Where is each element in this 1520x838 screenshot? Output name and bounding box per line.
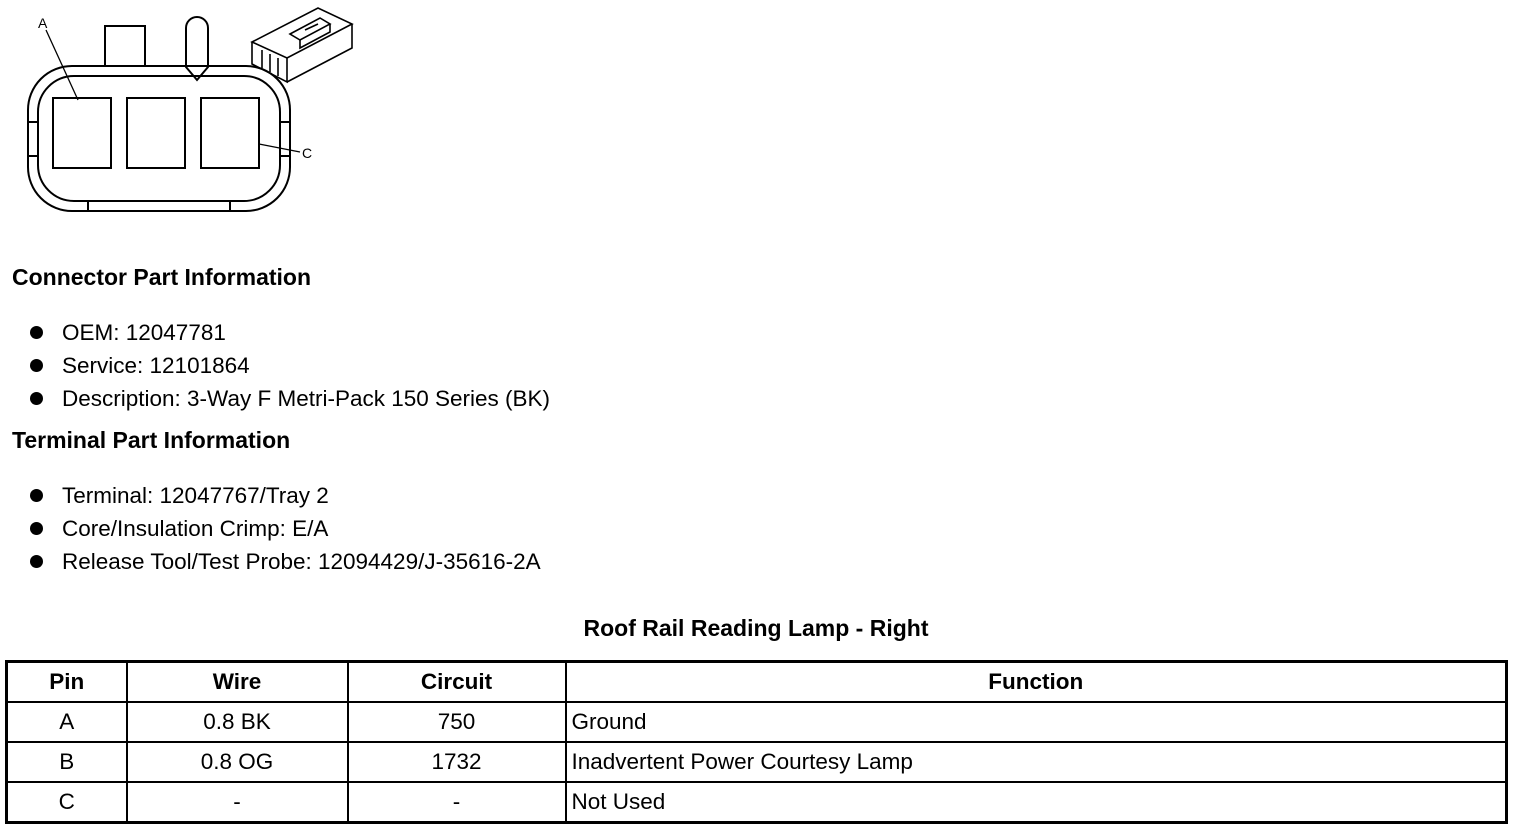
- cell-wire: 0.8 OG: [127, 742, 348, 782]
- list-item: [28, 382, 550, 415]
- table-title: Roof Rail Reading Lamp - Right: [583, 615, 929, 641]
- cavity-c: [201, 98, 259, 168]
- connector-service: Service: 12101864: [62, 353, 250, 378]
- bullet-icon: [30, 392, 43, 405]
- label-c: C: [302, 145, 313, 161]
- terminal-info-heading: Terminal Part Information: [12, 427, 291, 453]
- header-circuit: Circuit: [348, 662, 566, 703]
- terminal-crimp: Core/Insulation Crimp: E/A: [62, 516, 329, 541]
- left-notch: [28, 122, 38, 156]
- bullet-icon: [30, 555, 43, 568]
- cavity-a: [53, 98, 111, 168]
- pin-table: [5, 660, 1508, 824]
- cell-circuit: 1732: [348, 742, 566, 782]
- table-header-row: [7, 662, 1507, 703]
- cell-pin: A: [7, 702, 127, 742]
- bullet-icon: [30, 326, 43, 339]
- bullet-icon: [30, 359, 43, 372]
- table-row: [7, 702, 1507, 742]
- latch-tab: [105, 26, 145, 67]
- table-row: [7, 742, 1507, 782]
- connector-oem: OEM: 12047781: [62, 320, 226, 345]
- connector-iso-icon: [252, 8, 352, 82]
- connector-info-heading: Connector Part Information: [12, 264, 312, 290]
- right-notch: [280, 122, 290, 156]
- list-item: [28, 545, 541, 578]
- terminal-info-list: [28, 479, 541, 578]
- cell-pin: B: [7, 742, 127, 782]
- bullet-icon: [30, 522, 43, 535]
- cell-wire: -: [127, 782, 348, 823]
- cell-function: Inadvertent Power Courtesy Lamp: [566, 742, 1507, 782]
- connector-description: Description: 3-Way F Metri-Pack 150 Series (BK): [62, 386, 551, 411]
- cell-function: Ground: [566, 702, 1507, 742]
- label-a: A: [38, 15, 48, 31]
- list-item: [28, 512, 541, 545]
- header-wire: Wire: [127, 662, 348, 703]
- connector-diagram: [0, 0, 370, 220]
- connector-info-list: [28, 316, 550, 415]
- terminal-number: Terminal: 12047767/Tray 2: [62, 483, 329, 508]
- list-item: [28, 316, 550, 349]
- header-function: Function: [566, 662, 1507, 703]
- connector-shell-outer: [28, 66, 290, 211]
- header-pin: Pin: [7, 662, 127, 703]
- terminal-release-tool: Release Tool/Test Probe: 12094429/J-35616-2A: [62, 549, 541, 574]
- list-item: [28, 349, 550, 382]
- cell-circuit: -: [348, 782, 566, 823]
- cell-function: Not Used: [566, 782, 1507, 823]
- cell-circuit: 750: [348, 702, 566, 742]
- cavity-b: [127, 98, 185, 168]
- connector-shell-inner: [38, 76, 280, 201]
- table-row: [7, 782, 1507, 823]
- key-post: [186, 17, 208, 80]
- list-item: [28, 479, 541, 512]
- cell-pin: C: [7, 782, 127, 823]
- cell-wire: 0.8 BK: [127, 702, 348, 742]
- bullet-icon: [30, 489, 43, 502]
